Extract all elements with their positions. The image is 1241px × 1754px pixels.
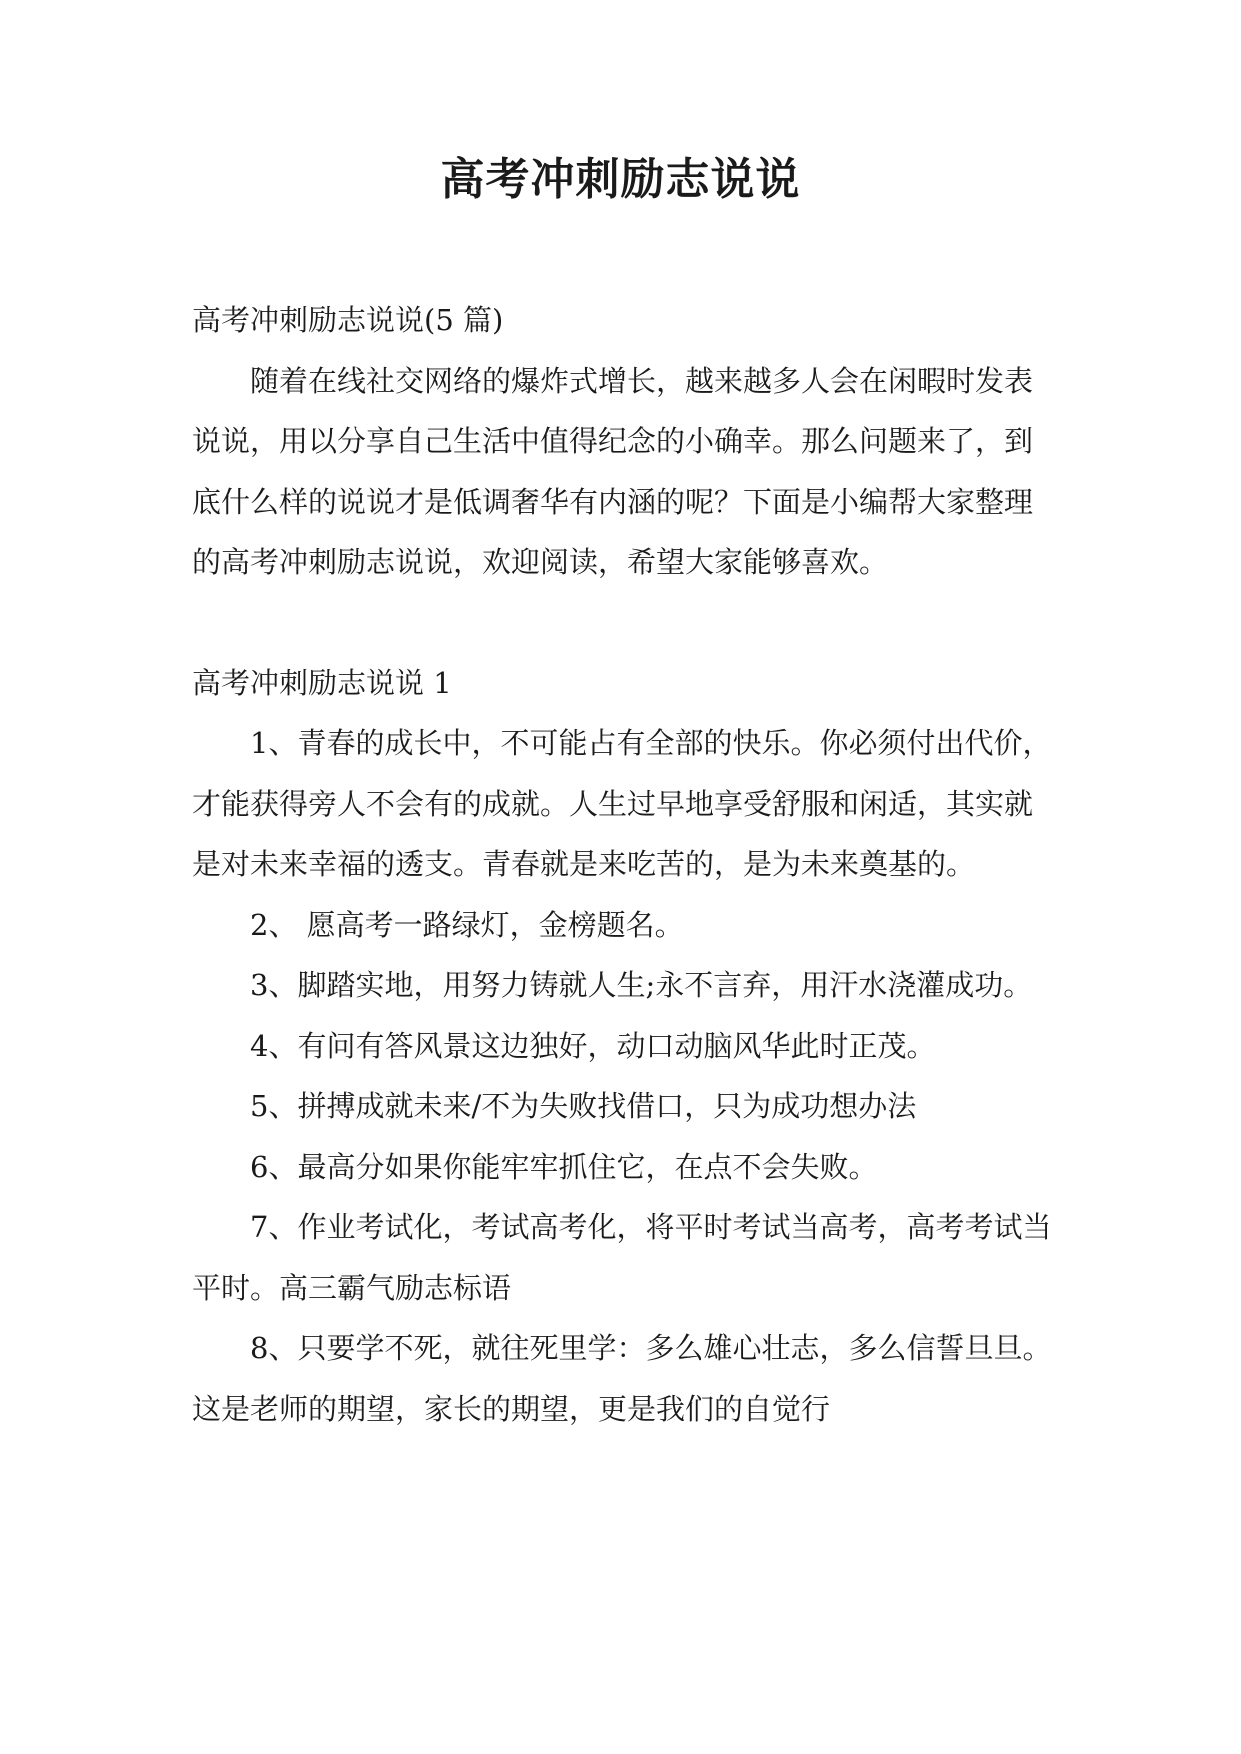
document-subtitle: 高考冲刺励志说说(5 篇) [192,303,504,337]
section-spacer [192,593,1054,653]
list-item: 5、拼搏成就未来/不为失败找借口，只为成功想办法 [250,1089,917,1123]
list-item: 2、 愿高考一路绿灯，金榜题名。 [250,907,684,942]
document-body [192,290,1054,1439]
document-title: 高考冲刺励志说说 [440,154,801,205]
list-item: 3、脚踏实地，用努力铸就人生;永不言弃，用汗水浇灌成功。 [250,968,1033,1002]
list-item: 1、青春的成长中，不可能占有全部的快乐。你必须付出代价，才能获得旁人不会有的成就。人生过早地享受舒服和闲适，其实就是对未来幸福的透支。青春就是来吃苦的，是为未来奠基的。 [192,726,1052,881]
list-item: 6、最高分如果你能牢牢抓住它，在点不会失败。 [250,1149,878,1184]
intro-paragraph: 随着在线社交网络的爆炸式增长，越来越多人会在闲暇时发表说说，用以分享自己生活中值得纪念的小确幸。那么问题来了，到底什么样的说说才是低调奢华有内涵的呢？下面是小编帮大家整理的高考冲刺励志说说，欢迎阅读，希望大家能够喜欢。 [192,363,1034,579]
list-item: 7、作业考试化，考试高考化，将平时考试当高考，高考考试当平时。高三霸气励志标语 [192,1210,1052,1305]
list-item: 4、有问有答风景这边独好，动口动脑风华此时正茂。 [250,1028,936,1063]
list-item: 8、只要学不死，就往死里学：多么雄心壮志，多么信誓旦旦。这是老师的期望，家长的期望，更是我们的自觉行 [192,1331,1052,1426]
section-heading: 高考冲刺励志说说 1 [192,665,452,700]
